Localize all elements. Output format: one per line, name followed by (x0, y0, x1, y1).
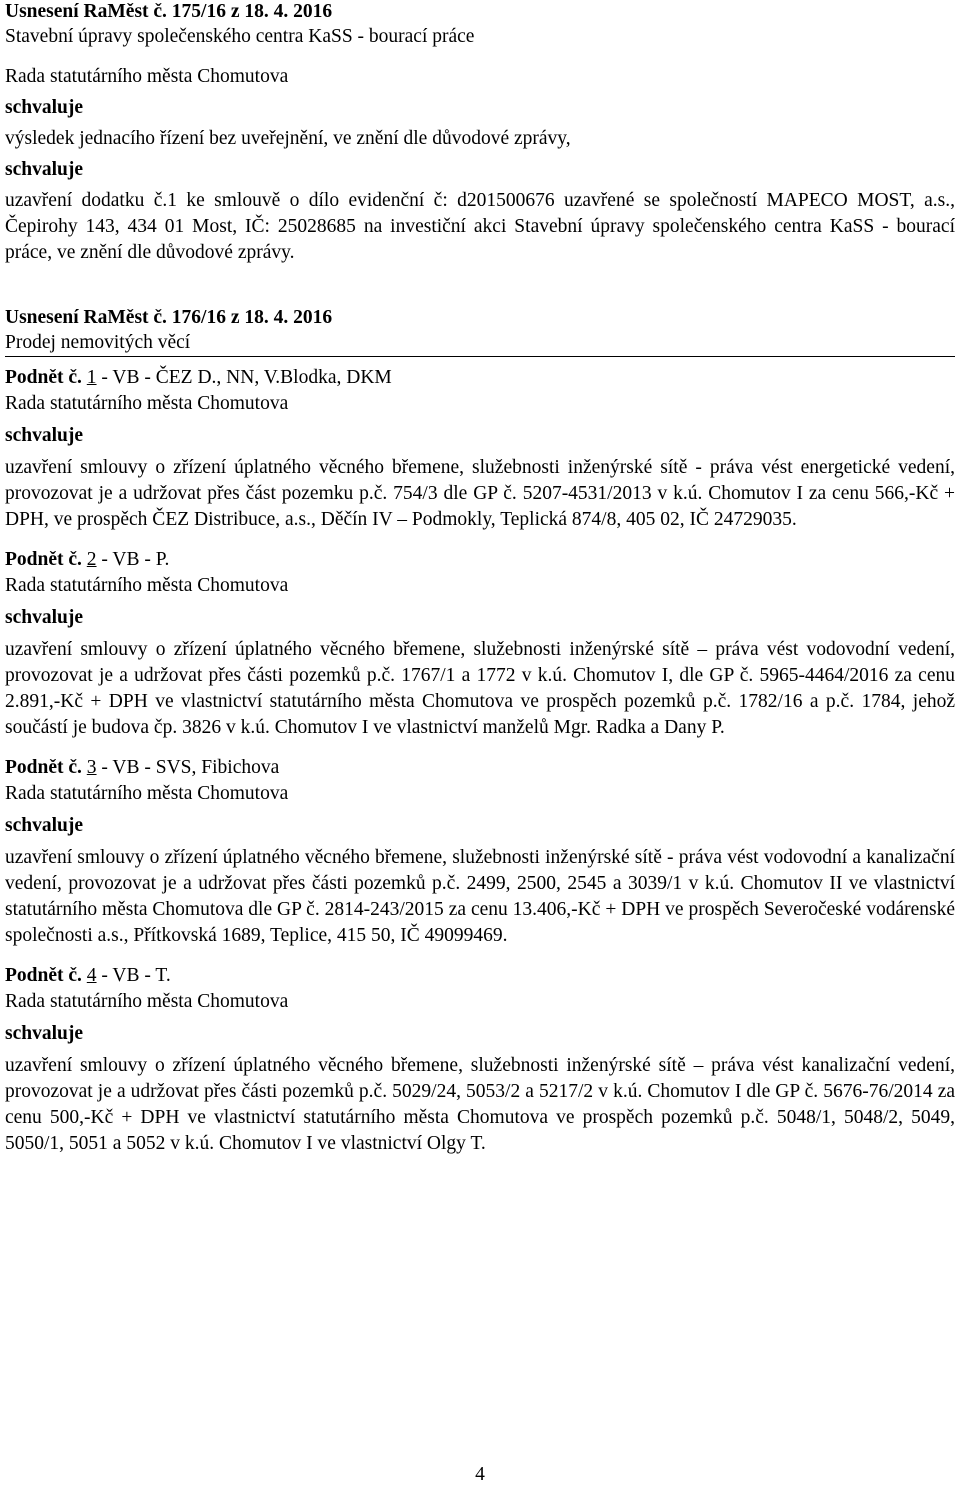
podnet-org: Rada statutárního města Chomutova (5, 783, 289, 804)
podnet-subject: - VB - SVS, Fibichova (96, 757, 280, 778)
page-number: 4 (475, 1464, 485, 1485)
resolution2-subtitle: Prodej nemovitých věcí (5, 330, 955, 357)
podnet-subject: - VB - ČEZ D., NN, V.Blodka, DKM (96, 367, 392, 388)
podnet-heading (5, 365, 955, 391)
podnet-org: Rada statutárního města Chomutova (5, 393, 289, 414)
resolution1-org: Rada statutárního města Chomutova (5, 66, 289, 87)
podnet-org: Rada statutárního města Chomutova (5, 991, 289, 1012)
podnet-label: Podnět č. (5, 549, 82, 570)
podnet-heading (5, 547, 955, 573)
podnet-text: uzavření smlouvy o zřízení úplatného věcného břemene, služebnosti inženýrské sítě – práva vést kanalizační vedení, provozovat je a udržovat přes části pozemků p.č. 5029/24, 5053/2 a 5217/2 v k.ú. Chomutov I dle GP č. 5676-76/2014 za cenu 500,-Kč + DPH ve vlastnictví statutárního města Chomutova ve prospěch pozemků p.č. 5048/1, 5048/2, 5049, 5050/1, 5051 a 5052 v k.ú. Chomutov I ve vlastnictví Olgy T. (5, 1055, 955, 1154)
podnet-label: Podnět č. (5, 367, 82, 388)
podnet-number: 1 (86, 367, 97, 388)
podnet-subject: - VB - T. (96, 965, 171, 986)
podnet-text: uzavření smlouvy o zřízení úplatného věcného břemene, služebnosti inženýrské sítě - práva vést vodovodní a kanalizační vedení, provozovat je a udržovat přes části pozemků p.č. 2499, 2500, 2545 a 3039/1 v k.ú. Chomutov II ve vlastnictví statutárního města Chomutova dle GP č. 2814-243/2015 za cenu 13.406,-Kč + DPH ve prospěch Severočeské vodárenské společnosti a.s., Přítkovská 1689, Teplice, 415 50, IČ 49099469. (5, 847, 955, 946)
resolution1-subtitle: Stavební úpravy společenského centra KaSS - bourací práce (5, 26, 475, 47)
podnet-subject: - VB - P. (96, 549, 170, 570)
resolution1-text1: výsledek jednacího řízení bez uveřejnění, ve znění dle důvodové zprávy, (5, 128, 571, 149)
podnet-text: uzavření smlouvy o zřízení úplatného věcného břemene, služebnosti inženýrské sítě – práva vést vodovodní vedení, provozovat je a udržovat přes části pozemků p.č. 1767/1 a 1772 v k.ú. Chomutov I, dle GP č. 5965-4464/2016 za cenu 2.891,-Kč + DPH ve vlastnictví statutárního města Chomutova ve prospěch pozemků p.č. 1782/16 a p.č. 1784, jehož součástí je budova čp. 3826 v k.ú. Chomutov I ve vlastnictví manželů Mgr. Radka a Dany P. (5, 639, 955, 738)
podnet-verb: schvaluje (5, 1023, 83, 1044)
podnet-label: Podnět č. (5, 965, 82, 986)
document-page (5, 0, 955, 1157)
podnet-verb: schvaluje (5, 607, 83, 628)
podnet-label: Podnět č. (5, 757, 82, 778)
podnet-number: 3 (86, 757, 97, 778)
resolution1-verb2: schvaluje (5, 159, 83, 180)
podnet-text: uzavření smlouvy o zřízení úplatného věcného břemene, služebnosti inženýrské sítě - práva vést energetické vedení, provozovat je a udržovat přes část pozemku p.č. 754/3 dle GP č. 5207-4531/2013 v k.ú. Chomutov I za cenu 566,-Kč + DPH, ve prospěch ČEZ Distribuce, a.s., Děčín IV – Podmokly, Teplická 874/8, 405 02, IČ 24729035. (5, 457, 955, 530)
podnet-number: 4 (86, 965, 97, 986)
resolution1-title: Usnesení RaMěst č. 175/16 z 18. 4. 2016 (5, 1, 333, 22)
podnet-heading (5, 963, 955, 989)
podnet-org: Rada statutárního města Chomutova (5, 575, 289, 596)
resolution2-title: Usnesení RaMěst č. 176/16 z 18. 4. 2016 (5, 307, 333, 328)
podnet-verb: schvaluje (5, 815, 83, 836)
podnet-number: 2 (86, 549, 97, 570)
podnet-heading (5, 755, 955, 781)
resolution1-verb1: schvaluje (5, 97, 83, 118)
podnet-verb: schvaluje (5, 425, 83, 446)
resolution1-text2: uzavření dodatku č.1 ke smlouvě o dílo evidenční č: d201500676 uzavřené se společností MAPECO MOST, a.s., Čepirohy 143, 434 01 Most, IČ: 25028685 na investiční akci Stavební úpravy společenského centra KaSS - bourací práce, ve znění dle důvodové zprávy. (5, 190, 955, 263)
